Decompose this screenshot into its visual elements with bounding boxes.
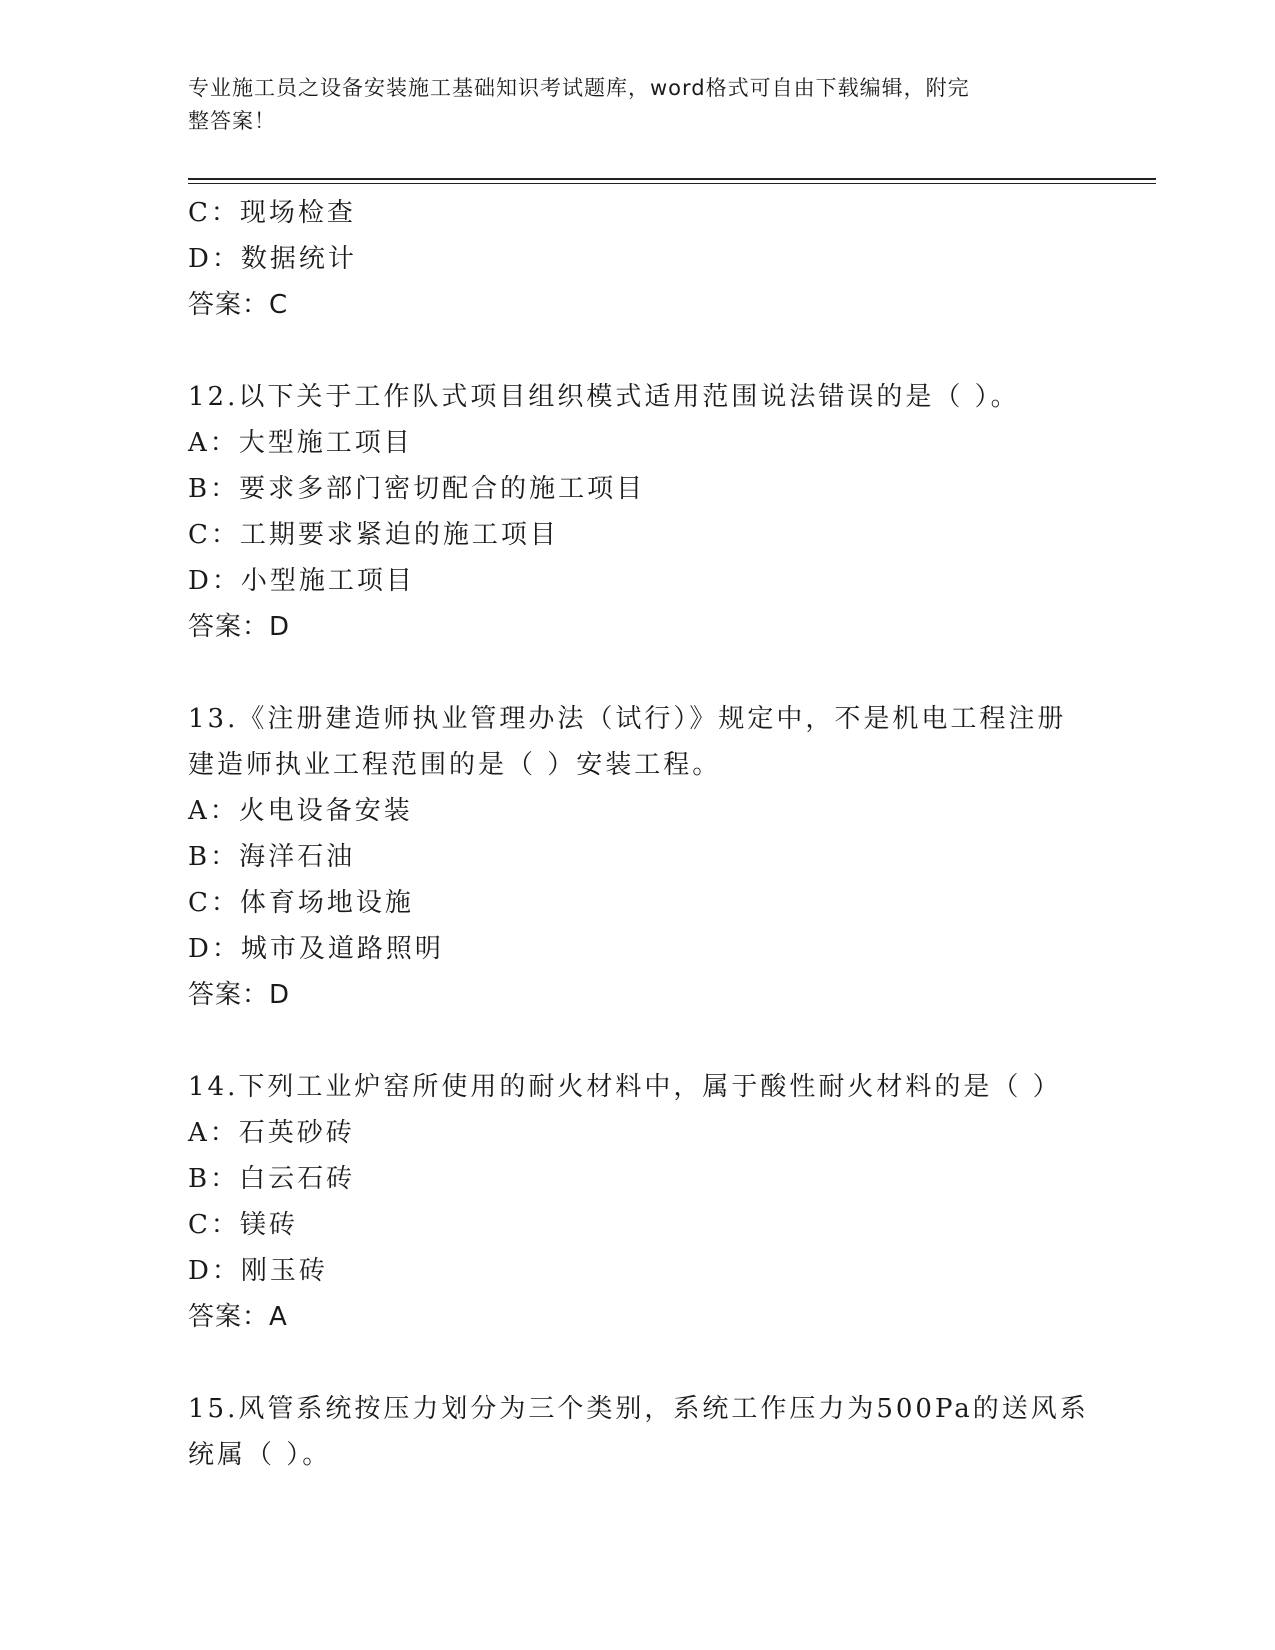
option-d: D：小型施工项目 <box>188 566 415 596</box>
spacer <box>188 328 1088 374</box>
option-b: B：海洋石油 <box>188 842 356 872</box>
header-line-2: 整答案！ <box>188 109 276 133</box>
option-a: A：火电设备安装 <box>188 796 413 826</box>
question-11 <box>188 190 1088 328</box>
spacer <box>188 650 1088 696</box>
option-c: C：镁砖 <box>188 1210 298 1240</box>
question-15 <box>188 1386 1088 1478</box>
question-stem: 14.下列工业炉窑所使用的耐火材料中，属于酸性耐火材料的是（ ） <box>188 1072 1062 1102</box>
question-stem-line-1: 13.《注册建造师执业管理办法（试行）》规定中，不是机电工程注册 <box>188 704 1067 734</box>
option-b: B：要求多部门密切配合的施工项目 <box>188 474 646 504</box>
header-divider-thin <box>188 183 1156 184</box>
question-stem-line-1: 15.风管系统按压力划分为三个类别，系统工作压力为500Pa的送风系 <box>188 1394 1089 1424</box>
question-13 <box>188 696 1088 1018</box>
option-d: D：城市及道路照明 <box>188 934 444 964</box>
question-list <box>188 190 1088 1478</box>
question-12 <box>188 374 1088 650</box>
option-d: D：数据统计 <box>188 244 357 274</box>
spacer <box>188 1340 1088 1386</box>
option-b: B：白云石砖 <box>188 1164 356 1194</box>
option-a: A：石英砂砖 <box>188 1118 355 1148</box>
document-header <box>188 72 1068 138</box>
question-14 <box>188 1064 1088 1340</box>
spacer <box>188 1018 1088 1064</box>
option-a: A：大型施工项目 <box>188 428 413 458</box>
answer: 答案：D <box>188 980 291 1010</box>
header-line-1: 专业施工员之设备安装施工基础知识考试题库，word格式可自由下载编辑，附完 <box>188 76 970 100</box>
question-stem: 12.以下关于工作队式项目组织模式适用范围说法错误的是（ ）。 <box>188 382 1020 412</box>
option-c: C：体育场地设施 <box>188 888 414 918</box>
option-c: C：现场检查 <box>188 198 356 228</box>
answer: 答案：A <box>188 1302 288 1332</box>
option-c: C：工期要求紧迫的施工项目 <box>188 520 559 550</box>
answer: 答案：D <box>188 612 291 642</box>
option-d: D：刚玉砖 <box>188 1256 328 1286</box>
header-divider-thick <box>188 178 1156 180</box>
question-stem-line-2: 建造师执业工程范围的是（ ）安装工程。 <box>188 750 722 780</box>
question-stem-line-2: 统属（ ）。 <box>188 1440 332 1470</box>
answer: 答案：C <box>188 290 289 320</box>
